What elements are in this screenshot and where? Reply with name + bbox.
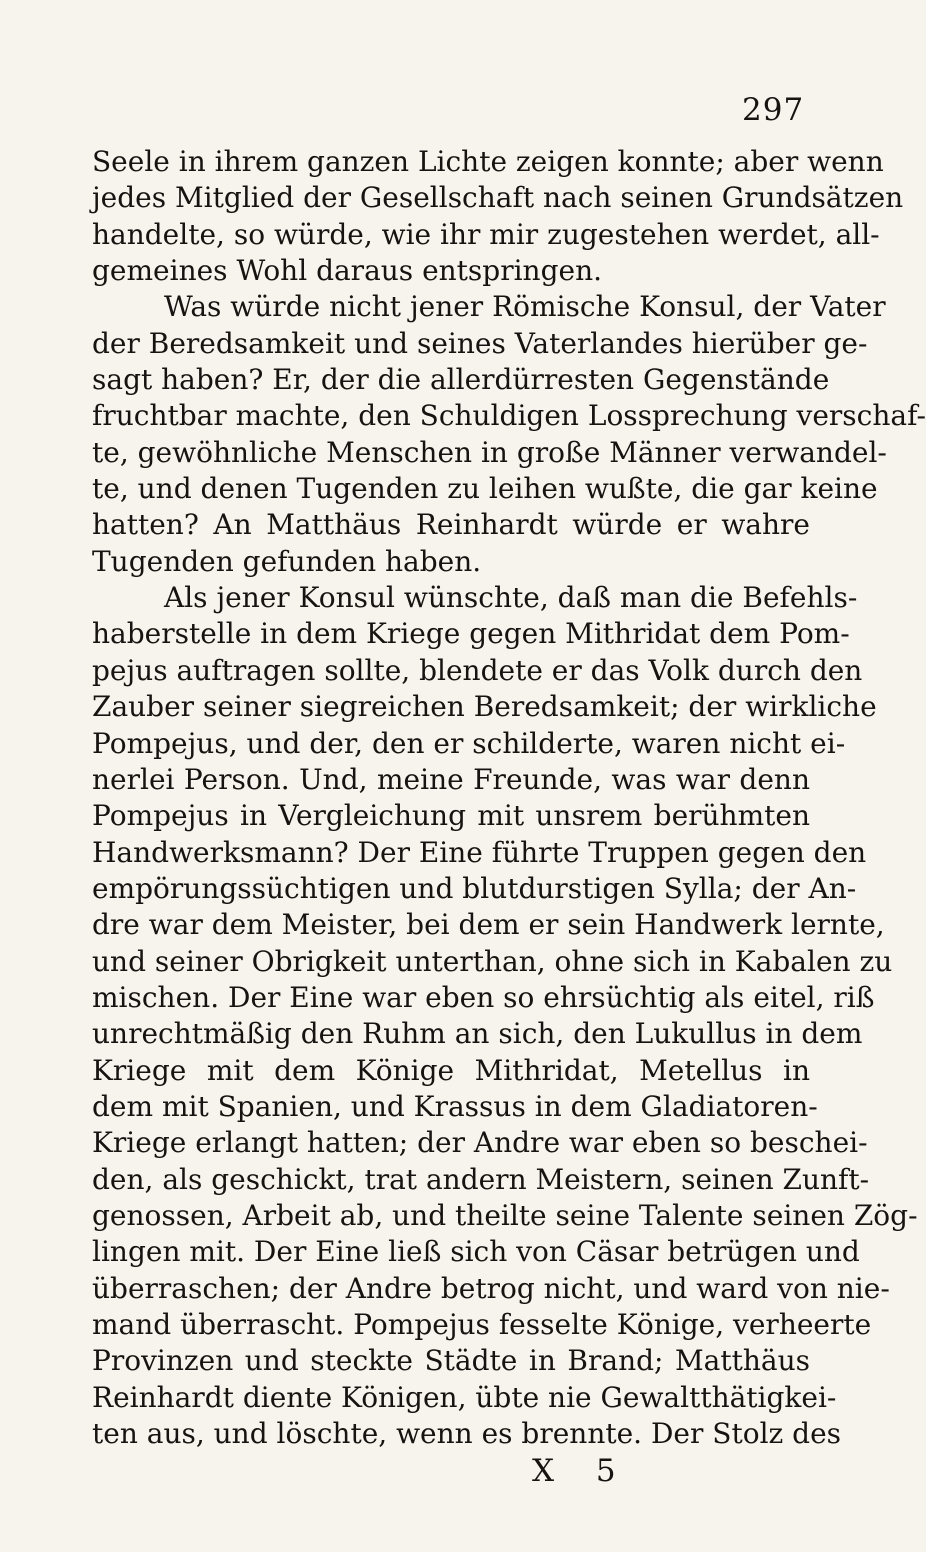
text-line: Provinzen und steckte Städte in Brand; Matthäus	[92, 1344, 810, 1378]
text-line: Handwerksmann? Der Eine führte Truppen gegen den	[92, 835, 867, 869]
text-line: fruchtbar machte, den Schuldigen Lossprechung verschaf-	[92, 399, 926, 433]
text-line: Tugenden gefunden haben.	[92, 544, 482, 578]
text-line: und seiner Obrigkeit unterthan, ohne sich in Kabalen zu	[92, 944, 893, 978]
text-line: genossen, Arbeit ab, und theilte seine Talente seinen Zög-	[92, 1198, 918, 1232]
text-line: haberstelle in dem Kriege gegen Mithridat dem Pom-	[92, 617, 850, 651]
page-number: 297	[742, 92, 805, 128]
text-line: Pompejus in Vergleichung mit unsrem berühmten	[92, 799, 810, 833]
text-line: Reinhardt diente Königen, übte nie Gewaltthätigkei-	[92, 1380, 837, 1414]
text-line: Pompejus, und der, den er schilderte, waren nicht ei-	[92, 726, 846, 760]
text-line: Zauber seiner siegreichen Beredsamkeit; der wirkliche	[92, 690, 877, 724]
text-line: jedes Mitglied der Gesellschaft nach seinen Grundsätzen	[92, 181, 904, 215]
text-line: dre war dem Meister, bei dem er sein Handwerk lernte,	[92, 908, 885, 942]
text-line: Als jener Konsul wünschte, daß man die Befehls-	[164, 581, 858, 615]
text-line: Seele in ihrem ganzen Lichte zeigen konnte; aber wenn	[92, 145, 884, 178]
text-line: mischen. Der Eine war eben so ehrsüchtig als eitel, riß	[92, 980, 875, 1014]
text-line: unrechtmäßig den Ruhm an sich, den Lukullus in dem	[92, 1017, 863, 1051]
text-line: dem mit Spanien, und Krassus in dem Gladiatoren-	[92, 1089, 818, 1123]
text-line: Kriege erlangt hatten; der Andre war eben so beschei-	[92, 1126, 868, 1160]
text-line: mand überrascht. Pompejus fesselte Könige, verheerte	[92, 1308, 872, 1341]
text-line: überraschen; der Andre betrog nicht, und ward von nie-	[92, 1271, 890, 1305]
text-line: hatten? An Matthäus Reinhardt würde er wahre	[92, 508, 810, 542]
body-text	[92, 144, 926, 1452]
text-line: gemeines Wohl daraus entspringen.	[92, 254, 603, 288]
text-line: der Beredsamkeit und seines Vaterlandes hierüber ge-	[92, 326, 868, 360]
text-line: pejus auftragen sollte, blendete er das Volk durch den	[92, 653, 863, 687]
text-line: lingen mit. Der Eine ließ sich von Cäsar betrügen und	[92, 1235, 860, 1269]
text-line: handelte, so würde, wie ihr mir zugestehen werdet, all-	[92, 217, 880, 251]
text-line: Was würde nicht jener Römische Konsul, der Vater	[164, 290, 886, 324]
text-line: empörungssüchtigen und blutdurstigen Sylla; der An-	[92, 871, 857, 905]
text-line: nerlei Person. Und, meine Freunde, was war denn	[92, 762, 810, 796]
text-line: den, als geschickt, trat andern Meistern, seinen Zunft-	[92, 1162, 870, 1196]
text-line: ten aus, und löschte, wenn es brennte. Der Stolz des	[92, 1417, 842, 1451]
text-line: te, gewöhnliche Menschen in große Männer verwandel-	[92, 435, 887, 469]
signature-mark: X 5	[532, 1453, 632, 1489]
text-line: sagt haben? Er, der die allerdürresten Gegenstände	[92, 363, 830, 397]
text-line: te, und denen Tugenden zu leihen wußte, die gar keine	[92, 472, 878, 506]
text-line: Kriege mit dem Könige Mithridat, Metellus in	[92, 1053, 810, 1087]
